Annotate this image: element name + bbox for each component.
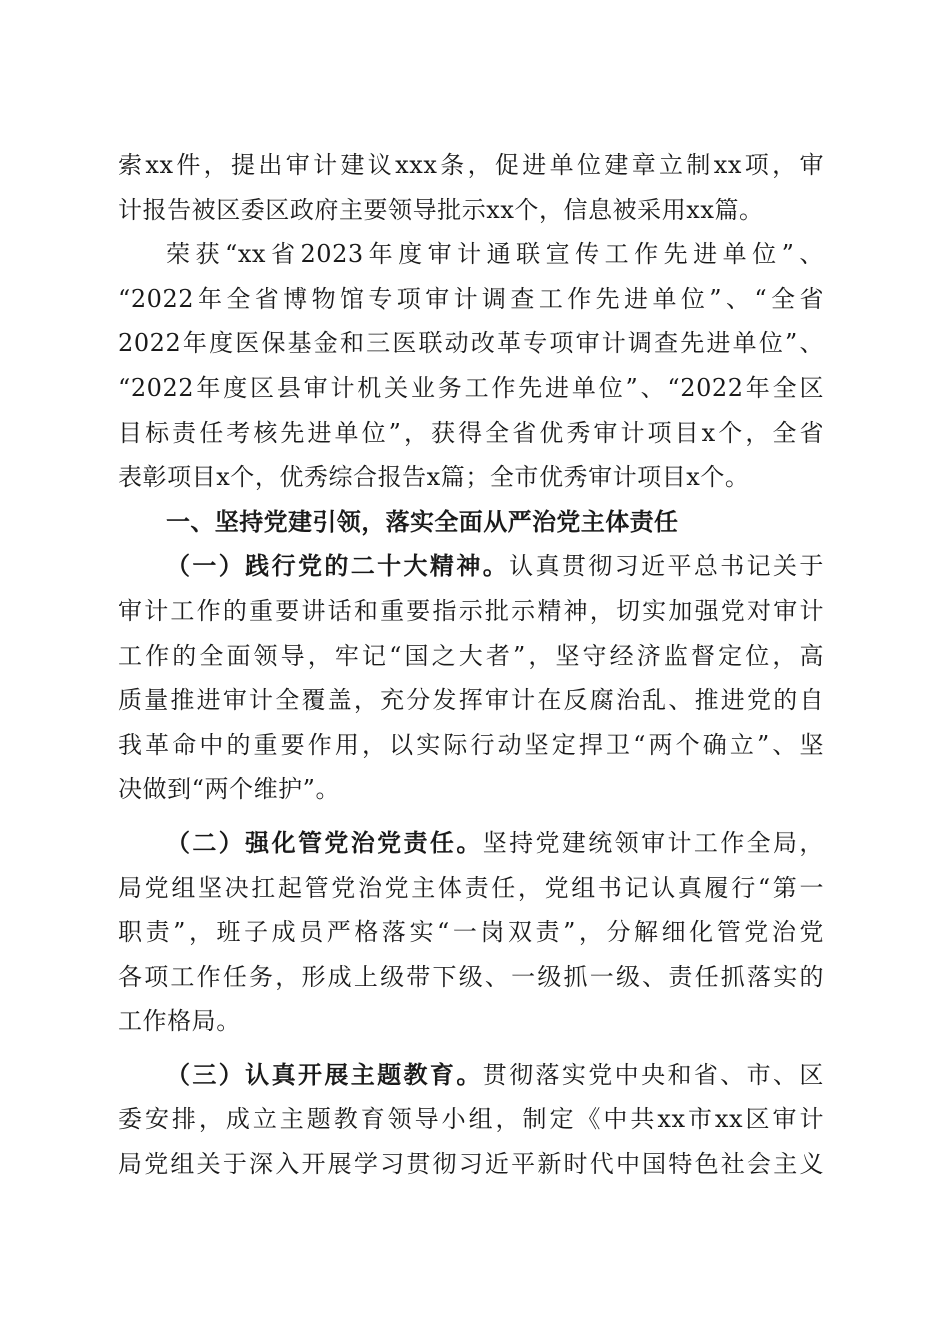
subsection-lead: （三）认真开展主题教育。 [166, 1059, 483, 1089]
text-line: 计报告被区委区政府主要领导批示xx个，信息被采用xx篇。 [118, 195, 764, 224]
subsection-lead: （一）践行党的二十大精神。 [166, 551, 510, 581]
text-line: 目标责任考核先进单位”，获得全省优秀审计项目x个，全省 [118, 418, 824, 447]
text-line [118, 821, 824, 866]
subsection-lead: （二）强化管党治党责任。 [166, 827, 483, 857]
text-line: 工作的全面领导，牢记“国之大者”，坚守经济监督定位，高 [118, 641, 824, 670]
text-line [118, 1053, 824, 1098]
text-line: “2022年度区县审计机关业务工作先进单位”、“2022年全区 [118, 373, 824, 402]
document-body [118, 143, 824, 1187]
text-line: 各项工作任务，形成上级带下级、一级抓一级、责任抓落实的 [118, 962, 824, 991]
paragraph-gap [118, 812, 824, 821]
text-line [118, 544, 824, 589]
text-line: 质量推进审计全覆盖，充分发挥审计在反腐治乱、推进党的自 [118, 686, 824, 715]
paragraph-gap [118, 1044, 824, 1053]
text-line: 职责”，班子成员严格落实“一岗双责”，分解细化管党治党 [118, 918, 824, 947]
text-line: 委安排，成立主题教育领导小组，制定《中共xx市xx区审计 [118, 1105, 824, 1134]
paragraph-results [118, 143, 824, 232]
section-heading: 一、坚持党建引领，落实全面从严治党主体责任 [166, 507, 679, 536]
paragraph-subsection-1 [118, 544, 824, 812]
text-line: 工作格局。 [118, 1007, 241, 1036]
text-span: 贯彻落实党中央和省、市、区 [482, 1060, 824, 1089]
text-line: “2022年全省博物馆专项审计调查工作先进单位”、“全省 [118, 284, 824, 313]
text-line: 局党组关于深入开展学习贯彻习近平新时代中国特色社会主义 [118, 1150, 824, 1179]
text-line: 索xx件，提出审计建议xxx条，促进单位建章立制xx项，审 [118, 151, 824, 179]
text-line: 荣获“xx省2023年度审计通联宣传工作先进单位”、 [166, 240, 824, 269]
text-line: 决做到“两个维护”。 [118, 775, 341, 804]
text-line: 审计工作的重要讲话和重要指示批示精神，切实加强党对审计 [118, 596, 824, 625]
text-span: 坚持党建统领审计工作全局， [482, 828, 824, 857]
text-line: 表彰项目x个，优秀综合报告x篇；全市优秀审计项目x个。 [118, 463, 750, 492]
text-line: 局党组坚决扛起管党治党主体责任，党组书记认真履行“第一 [118, 873, 824, 902]
text-span: 认真贯彻习近平总书记关于 [509, 552, 824, 581]
paragraph-honors [118, 232, 824, 500]
paragraph-subsection-2 [118, 821, 824, 1044]
text-line: 我革命中的重要作用，以实际行动坚定捍卫“两个确立”、坚 [118, 730, 824, 759]
paragraph-subsection-3 [118, 1053, 824, 1187]
text-line: 2022年度医保基金和三医联动改革专项审计调查先进单位”、 [118, 329, 824, 358]
